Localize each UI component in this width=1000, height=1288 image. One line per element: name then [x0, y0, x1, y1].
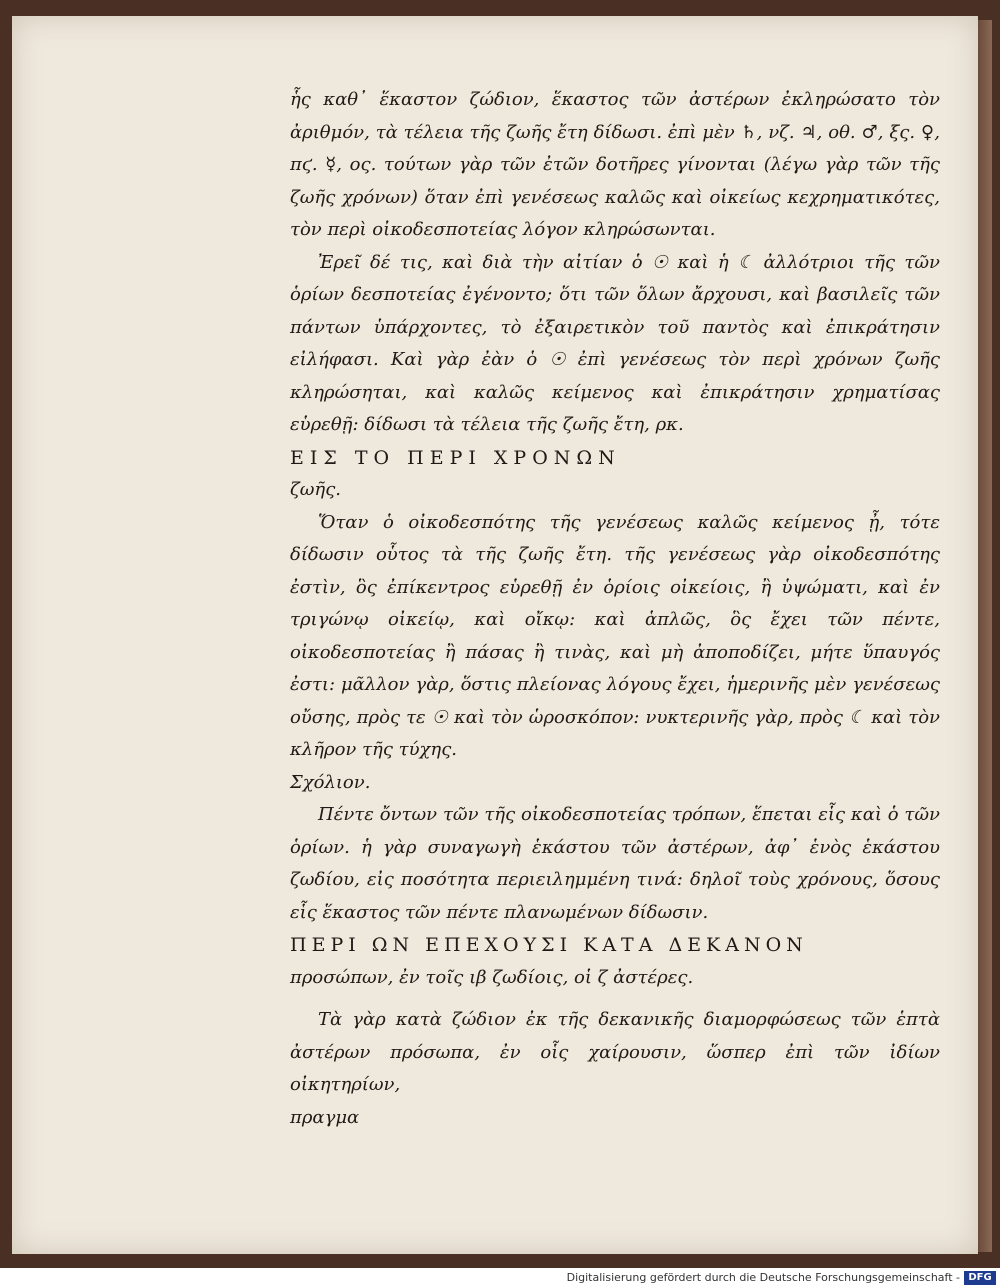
paragraph-4: Πέντε ὄντων τῶν τῆς οἰκοδεσποτείας τρόπων, ἕπεται εἷς καὶ ὁ τῶν ὁρίων. ἡ γὰρ συναγωγὴ ἑκάστου τῶν ἀστέρων, ἀφ᾽ ἑνὸς ἑκάστου ζωδίου, εἰς ποσότητα περιειλημμένη τινά: δηλοῖ τοὺς χρόνους, ὅσους εἷς ἕκαστος τῶν πέντε πλανωμένων δίδωσιν. — [290, 804, 940, 923]
heading-2-subtitle: προσώπων, ἐν τοῖς ιβ ζωδίοις, οἱ ζ ἀστέρες. — [290, 966, 694, 988]
page-text — [290, 84, 940, 1134]
paragraph-5: Τὰ γὰρ κατὰ ζώδιον ἐκ τῆς δεκανικῆς διαμορφώσεως τῶν ἑπτὰ ἀστέρων πρόσωπα, ἐν οἷς χαίρουσιν, ὥσπερ ἐπὶ τῶν ἰδίων οἰκητηρίων, — [290, 1009, 940, 1095]
dfg-logo-icon: DFG — [964, 1271, 996, 1285]
scholion-title: Σχόλιον. — [290, 771, 371, 793]
heading-1-subtitle: ζωῆς. — [290, 479, 342, 500]
footer-bar — [0, 1268, 1000, 1288]
paragraph-3: Ὅταν ὁ οἰκοδεσπότης τῆς γενέσεως καλῶς κείμενος ᾖ, τότε δίδωσιν οὗτος τὰ τῆς ζωῆς ἔτη. τῆς γενέσεως γὰρ οἰκοδεσπότης ἐστὶν, ὃς ἐπίκεντρος εὑρεθῇ ἐν ὁρίοις οἰκείοις, ἢ ὑψώματι, καὶ ἐν τριγώνῳ οἰκείῳ, καὶ οἴκῳ: καὶ ἁπλῶς, ὃς ἔχει τῶν πέντε, οἰκοδεσποτείας ἢ πάσας ἢ τινὰς, καὶ μὴ ἀποποδίζει, μήτε ὕπαυγός ἐστι: μᾶλλον γὰρ, ὅστις πλείονας λόγους ἔχει, ἡμερινῆς μὲν γενέσεως οὔσης, πρὸς τε ☉ καὶ τὸν ὡροσκόπον: νυκτερινῆς γὰρ, πρὸς ☾ καὶ τὸν κλῆρον τῆς τύχης. — [290, 511, 940, 760]
paragraph-1: ἧς καθ᾽ ἕκαστον ζώδιον, ἕκαστος τῶν ἀστέρων ἐκληρώσατο τὸν ἀριθμόν, τὰ τέλεια τῆς ζωῆς ἔτη δίδωσι. ἐπὶ μὲν ♄, νζ. ♃, οθ. ♂, ξς. ♀, πϛ. ☿, ος. τούτων γὰρ τῶν ἐτῶν δοτῆρες γίνονται (λέγω γὰρ τῶν τῆς ζωῆς χρόνων) ὅταν ἐπὶ γενέσεως καλῶς καὶ οἰκείως κεχρηματικότες, τὸν περὶ οἰκοδεσποτείας λόγον κληρώσωνται. — [290, 89, 940, 240]
catchword: πραγμα — [290, 1106, 360, 1128]
heading-1: ΕΙΣ ΤΟ ΠΕΡΙ ΧΡΟΝΩΝ — [290, 446, 621, 469]
paragraph-2: Ἐρεῖ δέ τις, καὶ διὰ τὴν αἰτίαν ὁ ☉ καὶ ἡ ☾ ἀλλότριοι τῆς τῶν ὁρίων δεσποτείας ἐγένοντο; ὅτι τῶν ὅλων ἄρχουσι, καὶ βασιλεῖς τῶν πάντων ὑπάρχοντες, τὸ ἐξαιρετικὸν τοῦ παντὸς καὶ ἐπικράτησιν εἰλήφασι. Καὶ γὰρ ἐὰν ὁ ☉ ἐπὶ γενέσεως τὸν περὶ χρόνων ζωῆς κληρώσηται, καὶ καλῶς κείμενος καὶ ἐπικράτησιν χρηματίσας εὑρεθῇ: δίδωσι τὰ τέλεια τῆς ζωῆς ἔτη, ρκ. — [290, 251, 940, 435]
heading-2: ΠΕΡΙ ΩΝ ΕΠΕΧΟΥΣΙ ΚΑΤΑ ΔΕΚΑΝΟΝ — [290, 934, 808, 956]
page-edge — [978, 20, 992, 1252]
footer-credit: Digitalisierung gefördert durch die Deutsche Forschungsgemeinschaft - — [566, 1271, 960, 1284]
